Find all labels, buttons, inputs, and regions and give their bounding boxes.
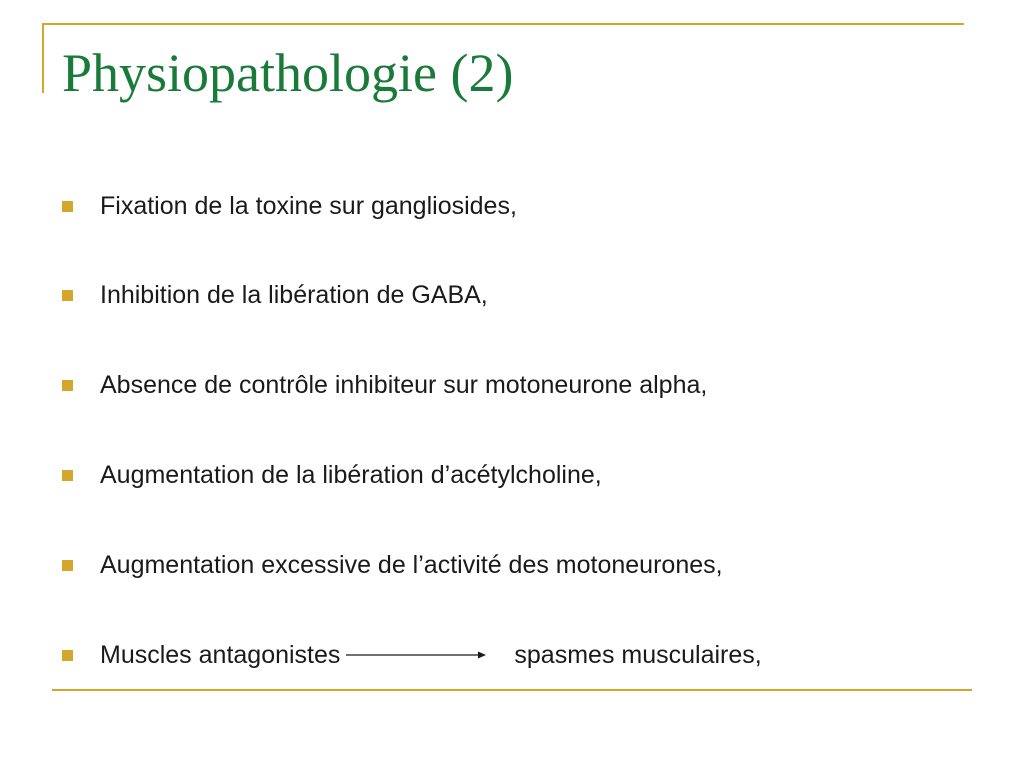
frame-left-line (42, 23, 44, 93)
bullet-item (62, 457, 602, 493)
bullet-item (62, 547, 723, 583)
bullet-text: Muscles antagonistes (100, 640, 341, 669)
square-bullet-icon (62, 380, 73, 391)
bullet-text: Absence de contrôle inhibiteur sur motoneurone alpha, (100, 370, 708, 399)
square-bullet-icon (62, 470, 73, 481)
bullet-text: Fixation de la toxine sur gangliosides, (100, 191, 517, 220)
square-bullet-icon (62, 290, 73, 301)
bullet-text-after-arrow: spasmes musculaires, (514, 640, 762, 669)
bullet-text: Augmentation excessive de l’activité des motoneurones, (100, 550, 723, 579)
bullet-item (62, 637, 762, 673)
frame-bottom-line (52, 689, 972, 691)
frame-top-line (42, 23, 964, 25)
slide-title: Physiopathologie (2) (62, 43, 514, 103)
bullet-item (62, 277, 488, 313)
square-bullet-icon (62, 201, 73, 212)
square-bullet-icon (62, 560, 73, 571)
right-arrow-icon (346, 649, 486, 661)
bullet-text: Augmentation de la libération d’acétylcholine, (100, 460, 602, 489)
bullet-text: Inhibition de la libération de GABA, (100, 280, 488, 309)
square-bullet-icon (62, 650, 73, 661)
bullet-item (62, 367, 707, 403)
bullet-item (62, 188, 517, 224)
